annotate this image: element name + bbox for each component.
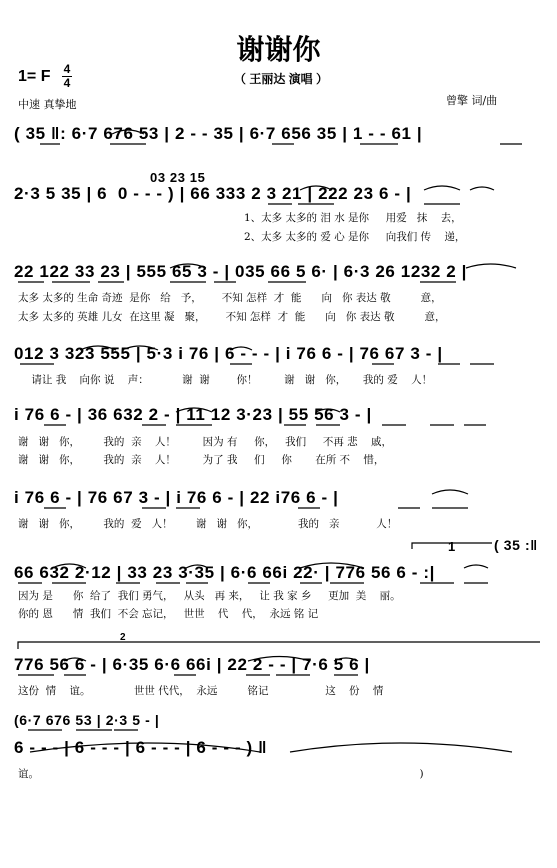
score-system-7: 66 632 2·12 | 33 23 3·35 | 6·6 66i 22· | 776 56 6 - :|: [14, 563, 435, 582]
volta-1-label: 1: [448, 539, 456, 554]
lyric-line-8a: 这份 情 谊。 世世 代代， 永远 铭记 这 份 情: [18, 685, 384, 697]
meter-top: 4: [63, 62, 71, 76]
song-title: 谢谢你: [236, 33, 321, 66]
score-system-5: i 76 6 - | 36 632 2 - | 11 12 3·23 | 55 56 3 - |: [14, 405, 372, 424]
volta-2-label: 2: [120, 632, 127, 643]
lyric-line-4a: 请让 我 向你 说 声： 谢 谢 你！ 谢 谢 你， 我的 爱 人！: [18, 374, 433, 386]
score-system-4: 012 3 323 555 | 5·3 i 76 | 6 - - - | i 76 6 - | 76 67 3 - |: [14, 344, 443, 363]
score-system-2-upper: 03 23 15: [150, 170, 206, 185]
key-signature: 1= F: [18, 68, 51, 85]
score-system-8: 776 56 6 - | 6·35 6·6 66i | 22 2 - - | 7·6 5 6 |: [14, 655, 370, 674]
lyric-line-5b: 谢 谢 你， 我的 亲 人！ 为了 我 们 你 在所 不 惜，: [18, 454, 385, 466]
lyric-line-2b: 2、太多 太多的 爱 心 是你 向我们 传 递，: [244, 231, 466, 243]
score-system-6: i 76 6 - | 76 67 3 - | i 76 6 - | 22 i76 6 - |: [14, 488, 339, 507]
lyric-line-3b: 太多 太多的 英雄 儿女 在这里 凝 聚， 不知 怎样 才 能 向 你 表达 敬 意，: [18, 311, 446, 323]
lyric-line-6a: 谢 谢 你， 我的 爱 人！ 谢 谢 你， 我的 亲 人！: [18, 518, 398, 530]
score-system-2: 2·3 5 35 | 6 0 - - - ) | 66 333 2 3 21 | 222 23 6 - |: [14, 184, 412, 203]
composer-credit: 曾擎 词/曲: [446, 94, 498, 107]
lyric-line-9a: 谊。 ): [18, 768, 424, 780]
lyric-line-3a: 太多 太多的 生命 奇迹 是你 给 予， 不知 怎样 才 能 向 你 表达 敬 意，: [18, 292, 442, 304]
score-system-9: 6 - - - | 6 - - - | 6 - - - | 6 - - - ) ‖: [14, 738, 268, 757]
tempo-marking: 中速 真挚地: [18, 98, 77, 111]
lyric-line-7a: 因为 是 你 给了 我们 勇气， 从头 再 来， 让 我 家 乡 更加 美 丽。: [18, 590, 401, 602]
score-system-3: 22 122 33 23 | 555 65 3 - | 035 66 5 6· | 6·3 26 1232 2 |: [14, 262, 468, 281]
lyric-line-5a: 谢 谢 你， 我的 亲 人！ 因为 有 你， 我们 不再 悲 戚，: [18, 436, 393, 448]
meter-bottom: 4: [63, 76, 71, 90]
score-system-1: ( 35 ‖: 6·7 676 53 | 2 - - 35 | 6·7 656 35 | 1 - - 61 |: [14, 124, 423, 143]
lyric-line-7b: 你的 恩 情 我们 不会 忘记， 世世 代 代， 永远 铭 记: [18, 608, 319, 620]
lyric-line-2a: 1、太多 太多的 泪 水 是你 用爱 抹 去，: [244, 212, 462, 224]
score-system-9-upper: (6·7 676 53 | 2·3 5 - |: [14, 712, 160, 728]
singer-credit: （ 王丽达 演唱 ）: [234, 72, 329, 86]
repeat-marking: ( 35 :‖: [494, 537, 538, 553]
